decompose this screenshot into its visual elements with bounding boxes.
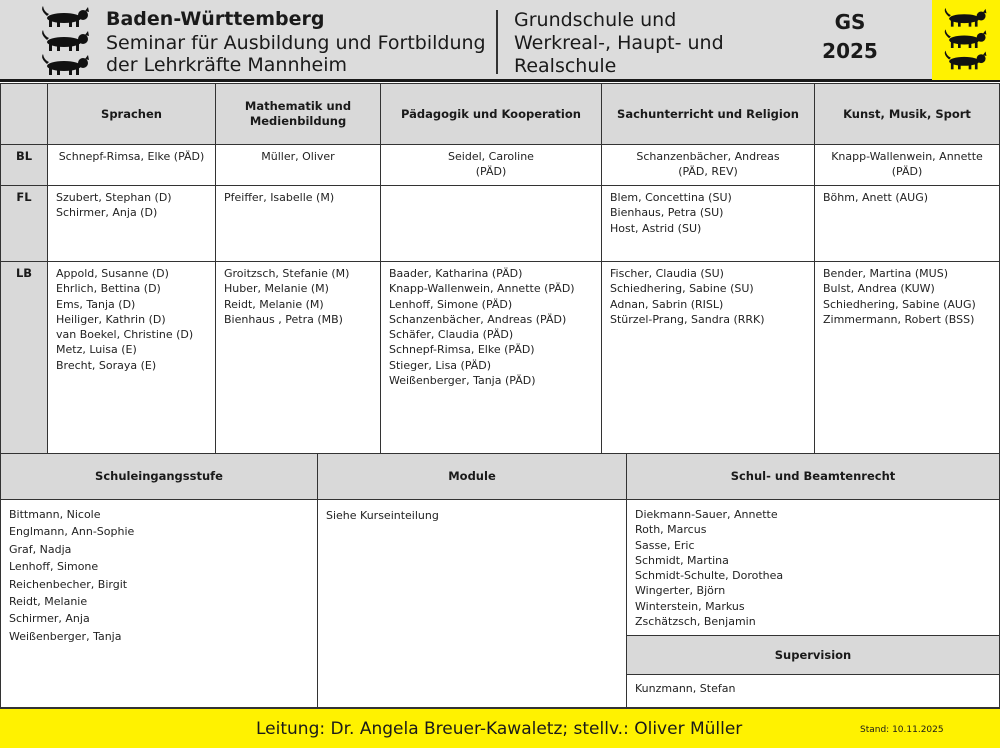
corner-cell	[0, 83, 48, 145]
fl-sprachen-cell	[47, 185, 216, 262]
column-header-mathematik: Mathematik und Medienbildung	[215, 83, 381, 145]
name-entry: Graf, Nadja	[9, 542, 72, 556]
name-entry: Reidt, Melanie (M)	[224, 297, 324, 311]
fl-mathematik-cell	[215, 185, 381, 262]
bl-sprachen-cell	[47, 144, 216, 186]
name-entry: Weißenberger, Tanja (PÄD)	[389, 374, 536, 388]
header-divider	[496, 10, 498, 74]
fl-kunst-cell	[814, 185, 1000, 262]
header-banner	[0, 0, 1000, 82]
name-entry: Ems, Tanja (D)	[56, 297, 136, 311]
column-header-paedagogik: Pädagogik und Kooperation	[380, 83, 602, 145]
name-entry: Wingerter, Björn	[635, 584, 726, 598]
name-entry: Bender, Martina (MUS)	[823, 267, 948, 280]
name-entry: (PÄD, REV)	[678, 165, 738, 179]
name-entry: Zimmermann, Robert (BSS)	[823, 312, 975, 326]
name-entry: Fischer, Claudia (SU)	[610, 267, 724, 280]
name-entry: Böhm, Anett (AUG)	[823, 191, 929, 204]
name-entry: Schmidt-Schulte, Dorothea	[635, 569, 784, 583]
name-entry: Host, Astrid (SU)	[610, 221, 702, 235]
leitung-text: Leitung: Dr. Angela Breuer-Kawaletz; stellv.: Oliver Müller	[256, 719, 743, 739]
year-label: 2025	[822, 39, 878, 63]
module-header: Module	[317, 453, 627, 500]
name-entry: Zschätzsch, Benjamin	[635, 615, 756, 629]
name-entry: Schirmer, Anja (D)	[56, 206, 158, 220]
name-entry: Winterstein, Markus	[635, 599, 745, 613]
school-badge: GS	[834, 10, 866, 34]
name-entry: Lenhoff, Simone	[9, 560, 99, 574]
fl-paedagogik-cell	[380, 185, 602, 262]
schuleingang-list	[0, 499, 318, 708]
name-entry: Diekmann-Sauer, Annette	[635, 508, 778, 521]
lb-mathematik-cell	[215, 261, 381, 454]
column-header-sachunterricht: Sachunterricht und Religion	[601, 83, 815, 145]
name-entry: Müller, Oliver	[261, 150, 335, 163]
name-entry: Seidel, Caroline	[448, 150, 534, 163]
name-entry: Huber, Melanie (M)	[224, 282, 329, 296]
lb-sachunterricht-cell	[601, 261, 815, 454]
bl-paedagogik-cell	[380, 144, 602, 186]
row-label-bl: BL	[0, 144, 48, 186]
lb-kunst-cell	[814, 261, 1000, 454]
name-entry: Schnepf-Rimsa, Elke (PÄD)	[58, 150, 205, 163]
bl-mathematik-cell	[215, 144, 381, 186]
name-entry: Reichenbecher, Birgit	[9, 577, 128, 591]
stand-date: Stand: 10.11.2025	[860, 725, 944, 735]
coat-of-arms-lions-icon	[38, 6, 94, 78]
name-entry: Schiedhering, Sabine (AUG)	[823, 297, 976, 311]
school-type-line1: Grundschule und	[514, 9, 677, 31]
name-entry: Stürzel-Prang, Sandra (RRK)	[610, 312, 765, 326]
name-entry: Bienhaus , Petra (MB)	[224, 312, 343, 326]
name-entry: Knapp-Wallenwein, Annette	[831, 150, 983, 163]
name-entry: Lenhoff, Simone (PÄD)	[389, 297, 513, 311]
name-entry: Schnepf-Rimsa, Elke (PÄD)	[389, 343, 535, 357]
supervision-list	[626, 674, 1000, 708]
name-entry: Ehrlich, Bettina (D)	[56, 282, 161, 296]
name-entry: Schmidt, Martina	[635, 553, 729, 567]
name-entry: Sasse, Eric	[635, 538, 695, 552]
name-entry: Heiliger, Kathrin (D)	[56, 312, 166, 326]
coat-of-arms-lions-icon	[940, 8, 992, 72]
bl-sachunterricht-cell	[601, 144, 815, 186]
schulrecht-header: Schul- und Beamtenrecht	[626, 453, 1000, 500]
name-entry: Adnan, Sabrin (RISL)	[610, 297, 724, 311]
org-title: Baden-Württemberg	[106, 8, 325, 30]
org-subtitle-line2: der Lehrkräfte Mannheim	[106, 54, 348, 76]
logo-right-box	[932, 0, 1000, 80]
name-entry: Bienhaus, Petra (SU)	[610, 206, 724, 220]
org-subtitle-line1: Seminar für Ausbildung und Fortbildung	[106, 32, 486, 54]
row-label-fl: FL	[0, 185, 48, 262]
name-entry: (PÄD)	[891, 165, 923, 179]
bl-kunst-cell	[814, 144, 1000, 186]
name-entry: Weißenberger, Tanja	[9, 629, 122, 643]
school-type-line2: Werkreal-, Haupt- und	[514, 32, 724, 54]
footer-bar	[0, 707, 1000, 748]
module-text: Siehe Kurseinteilung	[326, 509, 439, 522]
column-header-kunst: Kunst, Musik, Sport	[814, 83, 1000, 145]
schuleingang-header: Schuleingangsstufe	[0, 453, 318, 500]
column-header-sprachen: Sprachen	[47, 83, 216, 145]
name-entry: Schäfer, Claudia (PÄD)	[389, 328, 514, 342]
name-entry: Brecht, Soraya (E)	[56, 358, 157, 372]
schulrecht-list	[626, 499, 1000, 636]
name-entry: Pfeiffer, Isabelle (M)	[224, 191, 335, 204]
name-entry: Schanzenbächer, Andreas	[636, 150, 780, 163]
name-entry: Schiedhering, Sabine (SU)	[610, 282, 754, 296]
name-entry: Bittmann, Nicole	[9, 508, 101, 521]
name-entry: Bulst, Andrea (KUW)	[823, 282, 935, 296]
lb-paedagogik-cell	[380, 261, 602, 454]
name-entry: Metz, Luisa (E)	[56, 343, 137, 357]
module-body	[317, 499, 627, 708]
school-type-line3: Realschule	[514, 55, 617, 77]
name-entry: Baader, Katharina (PÄD)	[389, 267, 523, 280]
lb-sprachen-cell	[47, 261, 216, 454]
name-entry: van Boekel, Christine (D)	[56, 328, 194, 342]
name-entry: Kunzmann, Stefan	[635, 682, 736, 695]
name-entry: Szubert, Stephan (D)	[56, 191, 172, 204]
name-entry: Schanzenbächer, Andreas (PÄD)	[389, 312, 567, 326]
name-entry: Roth, Marcus	[635, 523, 707, 537]
name-entry: Reidt, Melanie	[9, 595, 88, 609]
row-label-lb: LB	[0, 261, 48, 454]
name-entry: Groitzsch, Stefanie (M)	[224, 267, 350, 280]
fl-sachunterricht-cell	[601, 185, 815, 262]
name-entry: Blem, Concettina (SU)	[610, 191, 732, 204]
name-entry: Appold, Susanne (D)	[56, 267, 169, 280]
name-entry: Englmann, Ann-Sophie	[9, 525, 135, 539]
supervision-header: Supervision	[626, 635, 1000, 675]
name-entry: Knapp-Wallenwein, Annette (PÄD)	[389, 282, 575, 296]
name-entry: Schirmer, Anja	[9, 612, 90, 626]
name-entry: Stieger, Lisa (PÄD)	[389, 358, 492, 372]
name-entry: (PÄD)	[475, 165, 507, 179]
